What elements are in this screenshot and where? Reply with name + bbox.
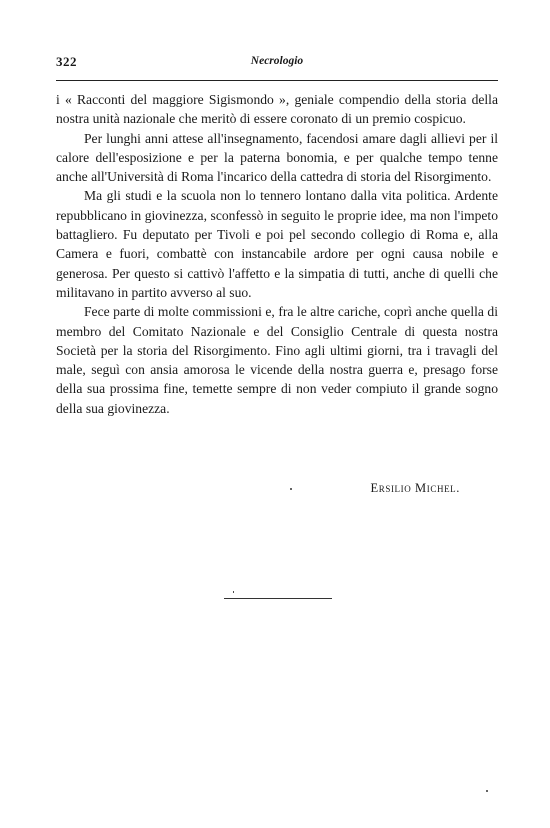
paragraph-1: i « Racconti del maggiore Sigismondo », geniale compendio della storia della nostra unità nazionale che meritò di essere coronato di un premio cospicuo.	[56, 92, 498, 127]
running-title: Necrologio	[250, 55, 304, 67]
paragraph-2: Per lunghi anni attese all'insegnamento, facendosi amare dagli allievi per il calore dell'esposizione e per la paterna bonomia, e per qualche tempo tenne anche all'Università di Roma l'incarico della cattedra di storia del Risorgimento.	[56, 130, 498, 185]
paragraph-3: Ma gli studi e la scuola non lo tennero lontano dalla vita politica. Ardente repubblicano in giovinezza, sconfessò in seguito le proprie idee, ma non l'impeto battagliero. Fu deputato per Tivoli e poi pel secondo collegio di Roma e, alla Camera e fuori, combattè con instancabile ardore per ogni causa nobile e generosa. Per questo si cattivò l'affetto e la simpatia di tutti, anche di quelli che militavano in partito avverso al suo.	[56, 188, 498, 300]
print-speck	[233, 591, 234, 593]
print-speck	[290, 488, 292, 490]
header-rule	[56, 80, 498, 81]
paragraph-4: Fece parte di molte commissioni e, fra le altre cariche, coprì anche quella di membro del Comitato Nazionale e del Consiglio Centrale di questa nostra Società per la storia del Risorgimento. Fino agli ultimi giorni, tra i travagli del male, seguì con ansia amorosa le vicende della nostra guerra e, presago forse della sua prossima fine, temette sempre di non veder compiuto il grande sogno della sua giovinezza.	[56, 304, 498, 416]
obituary-text	[56, 90, 498, 418]
page-number: 322	[56, 54, 77, 69]
end-rule	[224, 598, 332, 599]
page-header	[56, 54, 498, 74]
author-signature: Ersilio Michel.	[370, 481, 460, 495]
print-speck	[486, 790, 488, 792]
